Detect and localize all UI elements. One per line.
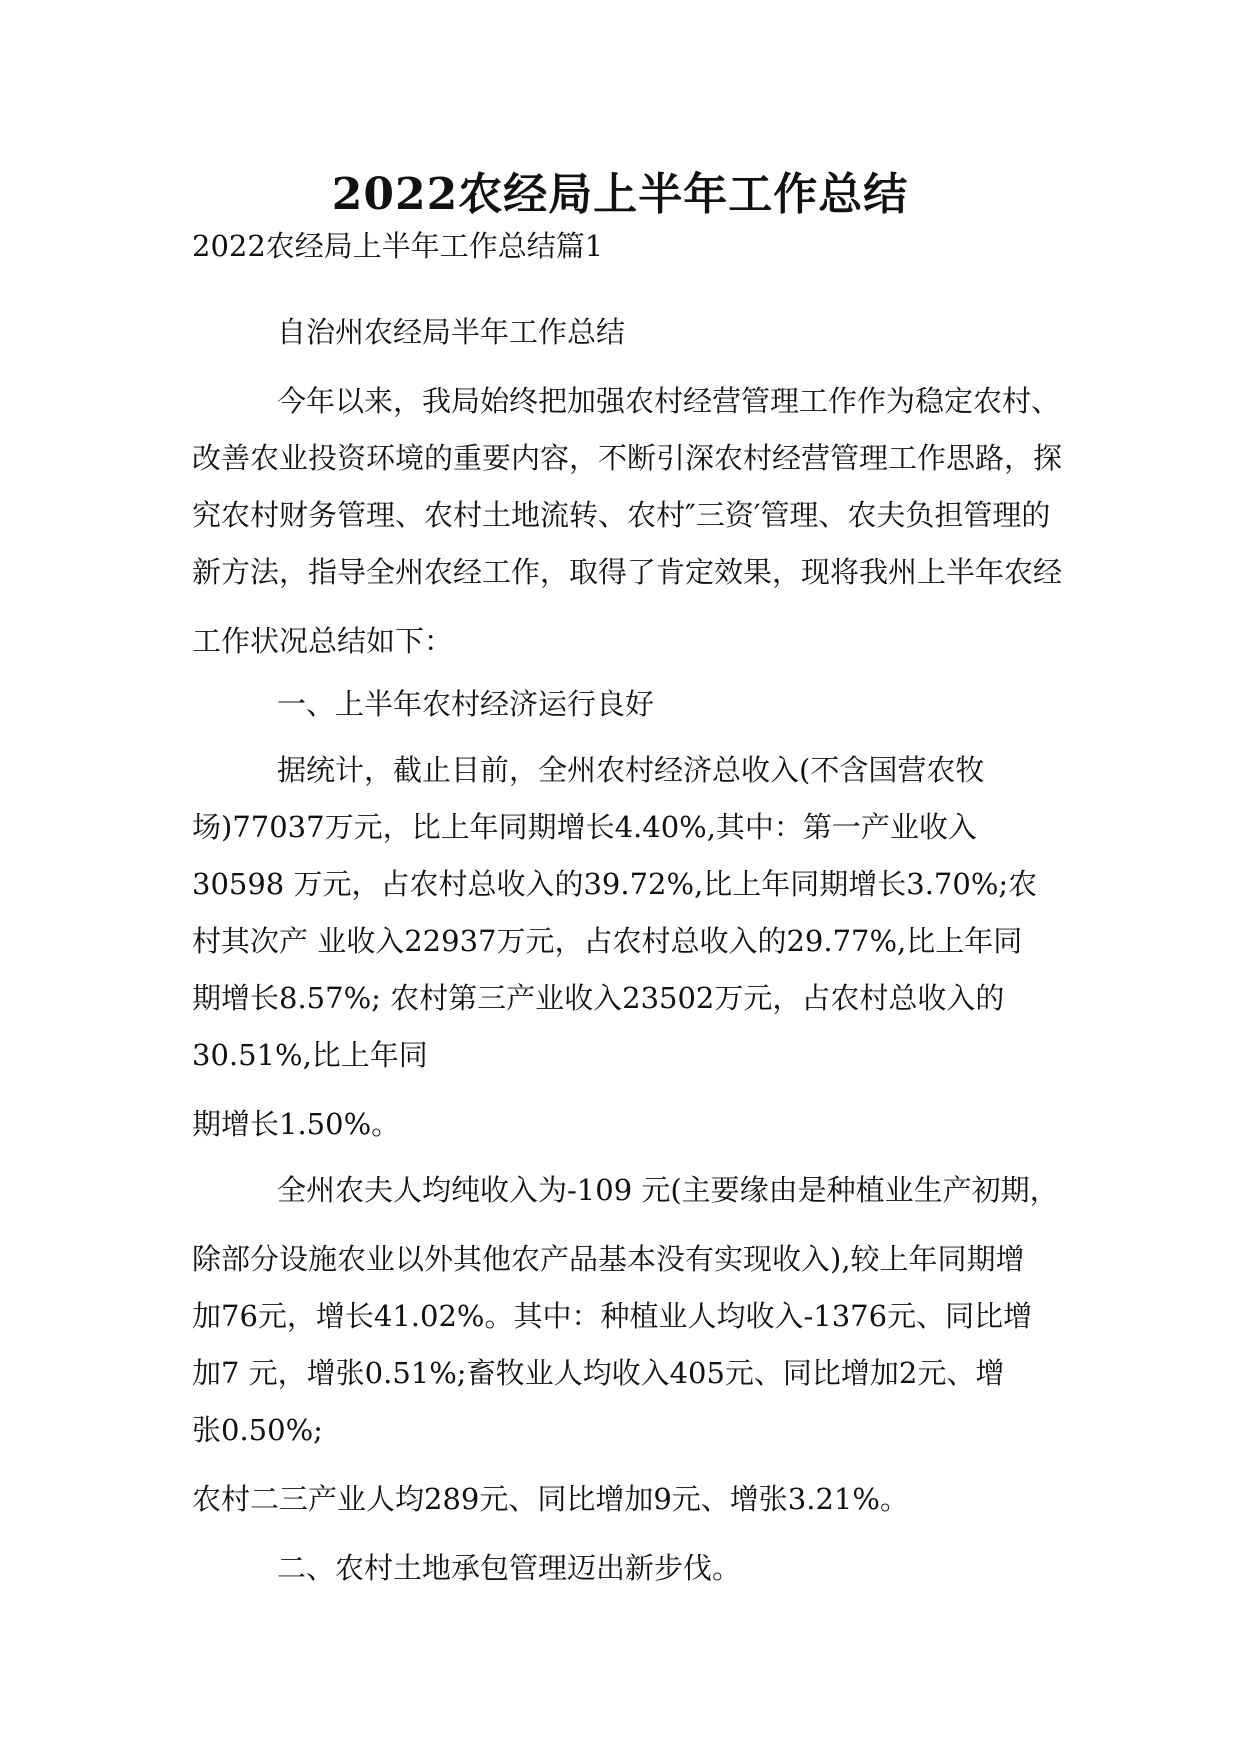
paragraph-line: 期增长1.50%。 [192,1107,401,1141]
section-heading-1: 一、上半年农村经济运行良好 [277,687,655,721]
paragraph-line: 农村二三产业人均289元、同比增加9元、增张3.21%。 [192,1482,909,1516]
paragraph-line: 今年以来，我局始终把加强农村经营管理工作作为稳定农村、 [277,384,1061,418]
paragraph-line: 全州农夫人均纯收入为-109 元(主要缘由是种植业生产初期， [277,1173,1059,1207]
paragraph-line: 期增长8.57%; 农村第三产业收入23502万元，占农村总收入的 [192,981,1005,1015]
paragraph-line: 改善农业投资环境的重要内容，不断引深农村经营管理工作思路，探 [192,441,1063,475]
paragraph-line: 究农村财务管理、农村土地流转、农村″三资′管理、农夫负担管理的 [192,498,1051,532]
paragraph-line: 30598 万元，占农村总收入的39.72%,比上年同期增长3.70%;农 [192,867,1038,901]
paragraph-line: 加7 元，增张0.51%;畜牧业人均收入405元、同比增加2元、增 [192,1356,1005,1390]
section-heading: 自治州农经局半年工作总结 [277,315,626,349]
paragraph-line: 30.51%,比上年同 [192,1038,428,1072]
paragraph-line: 场)77037万元，比上年同期增长4.40%,其中：第一产业收入 [192,810,977,844]
paragraph-line: 张0.50%; [192,1413,323,1447]
paragraph-line: 据统计，截止目前，全州农村经济总收入(不含国营农牧 [277,753,985,787]
document-subtitle: 2022农经局上半年工作总结篇1 [192,229,604,263]
paragraph-line: 新方法，指导全州农经工作，取得了肯定效果，现将我州上半年农经 [192,555,1063,589]
document-title: 2022农经局上半年工作总结 [331,169,909,220]
paragraph-line: 工作状况总结如下： [192,624,454,658]
section-heading-2: 二、农村土地承包管理迈出新步伐。 [277,1551,742,1585]
paragraph-line: 加76元，增长41.02%。其中：种植业人均收入-1376元、同比增 [192,1299,1033,1333]
paragraph-line: 除部分设施农业以外其他农产品基本没有实现收入),较上年同期增 [192,1242,1025,1276]
paragraph-line: 村其次产 业收入22937万元，占农村总收入的29.77%,比上年同 [192,924,1023,958]
